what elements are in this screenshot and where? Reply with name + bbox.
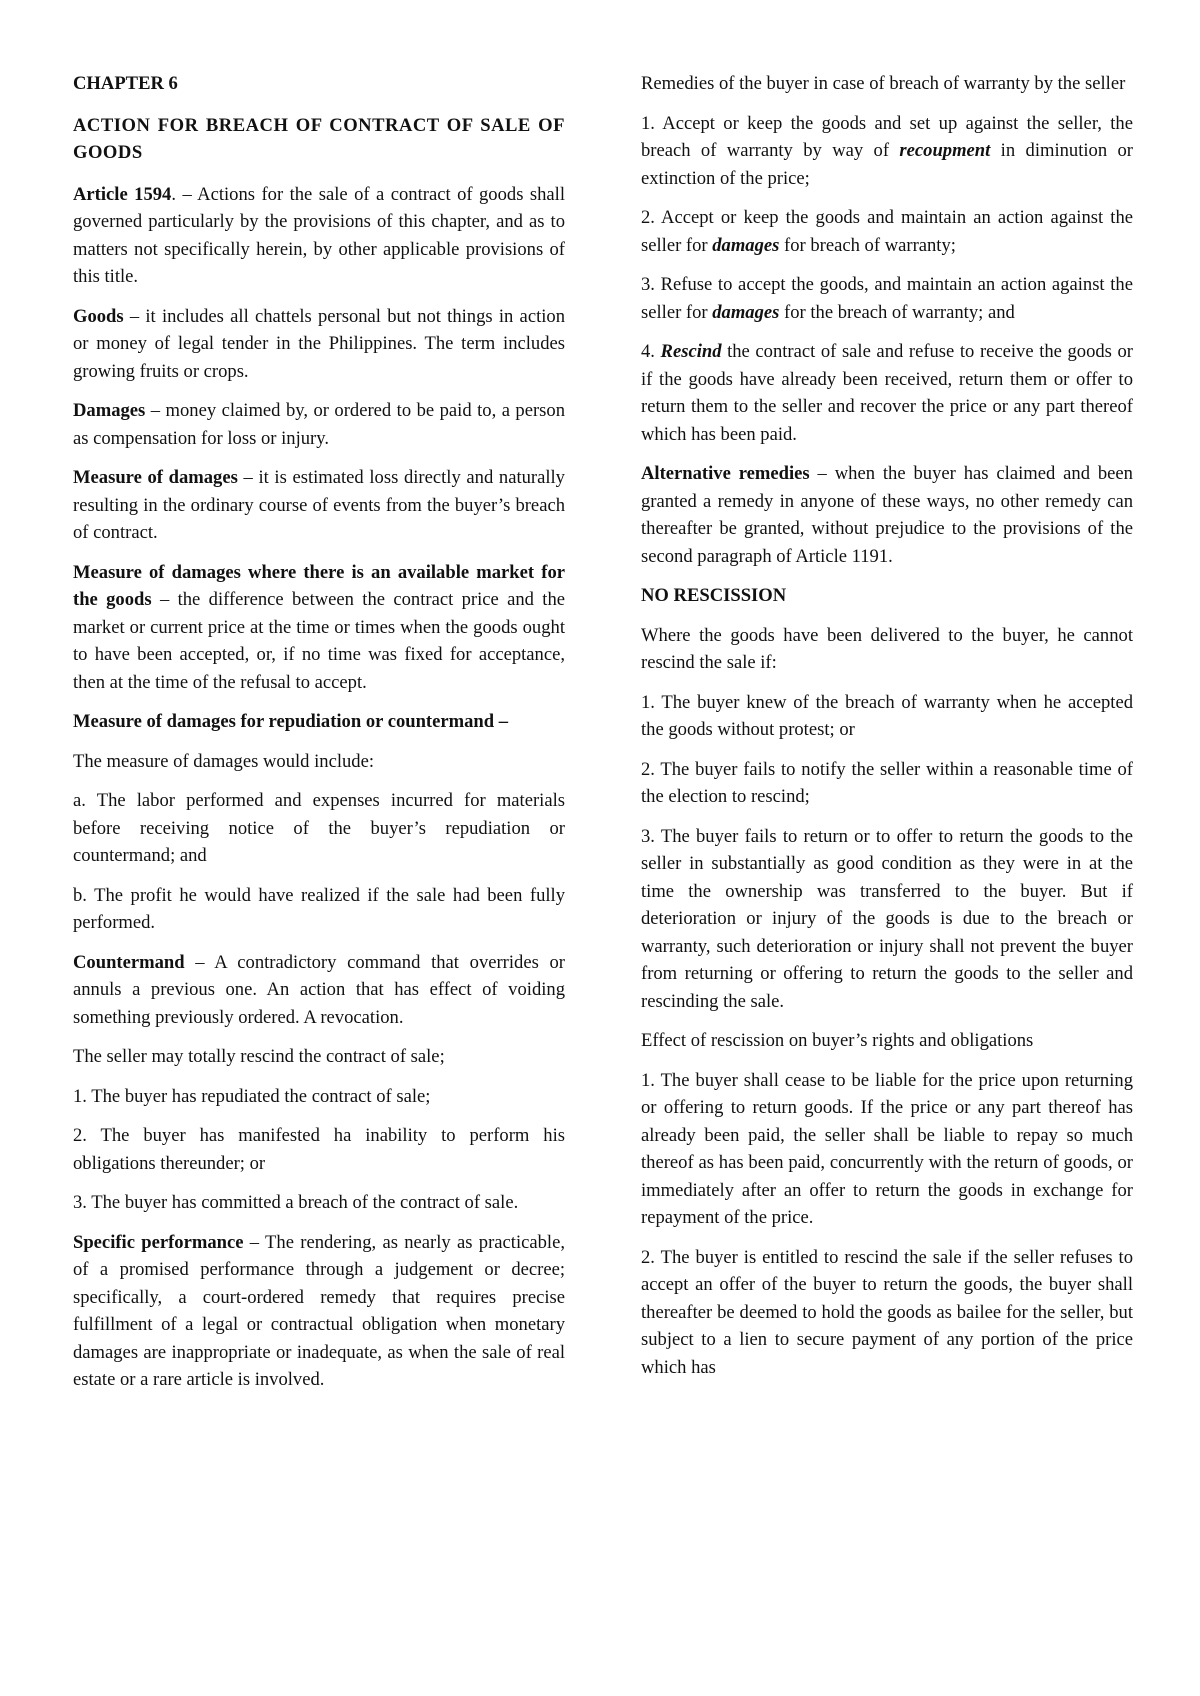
available-market-definition xyxy=(73,559,565,697)
chapter-title: ACTION FOR BREACH OF CONTRACT OF SALE OF GOODS xyxy=(73,114,565,163)
goods-term: Goods xyxy=(73,305,124,327)
remedy-1-text-a: 1. Accept or keep the goods and set up against the seller, the breach of warranty by way of xyxy=(641,112,1133,161)
chapter-heading: CHAPTER 6 xyxy=(73,73,178,94)
measure-of-damages-definition xyxy=(73,464,565,547)
remedy-item-2 xyxy=(641,204,1133,259)
available-market-text: – the difference between the contract price and the market or current price at the time or times when the goods ought to have been accepted, or, if no time was fixed for acceptance, then at the time of the refusal to accept. xyxy=(73,589,565,693)
rescind-term: Rescind xyxy=(660,341,722,362)
goods-text: – it includes all chattels personal but not things in action or money of legal tender in the Philippines. The term includes growing fruits or crops. xyxy=(73,305,565,382)
countermand-definition xyxy=(73,949,565,1032)
specific-performance-definition xyxy=(73,1229,565,1394)
alternative-remedies-definition xyxy=(641,460,1133,570)
effect-item-1: 1. The buyer shall cease to be liable for the price upon returning or offering to return goods. If the price or any part thereof has already been paid, the seller shall be liable to repay so much thereof as has been paid, concurrently with the return of goods, or immediately after an offer to return the goods in exchange for repayment of the price. xyxy=(641,1069,1133,1228)
damages-text: – money claimed by, or ordered to be paid to, a person as compensation for loss or injury. xyxy=(73,400,565,449)
remedy-item-3 xyxy=(641,271,1133,326)
no-rescission-heading: NO RESCISSION xyxy=(641,585,787,606)
right-column xyxy=(641,70,1133,1393)
remedy-4-text-b: the contract of sale and refuse to receive the goods or if the goods have already been received, return them or offer to return them to the seller and recover the price or any part thereof which has been paid. xyxy=(641,341,1134,445)
measure-of-damages-text: – it is estimated loss directly and naturally resulting in the ordinary course of events from the buyer’s breach of contract. xyxy=(73,467,565,543)
seller-rescind-intro: The seller may totally rescind the contract of sale; xyxy=(73,1046,445,1067)
effect-item-2: 2. The buyer is entitled to rescind the sale if the seller refuses to accept an offer of the buyer to return the goods, the buyer shall thereafter be deemed to hold the goods as bailee for the seller, but subject to a lien to secure payment of any portion of the price which has xyxy=(641,1246,1133,1378)
measure-of-damages-term: Measure of damages xyxy=(73,467,238,488)
seller-rescind-item-2: 2. The buyer has manifested ha inability to perform his obligations thereunder; or xyxy=(73,1125,565,1174)
countermand-text: – A contradictory command that overrides or annuls a previous one. An action that has effect of voiding something previously ordered. A revocation. xyxy=(73,951,565,1028)
remedies-intro: Remedies of the buyer in case of breach of warranty by the seller xyxy=(641,73,1126,94)
specific-performance-term: Specific performance xyxy=(73,1231,244,1253)
damages-term-3: damages xyxy=(712,301,780,323)
left-column xyxy=(73,70,565,1406)
specific-performance-text: – The rendering, as nearly as practicable, of a promised performance through a judgement or decree; specifically, a court-ordered remedy that requires precise fulfillment of a legal or contractual obligation when monetary damages are inappropriate or inadequate, as when the sale of real estate or a rare article is involved. xyxy=(73,1231,565,1390)
goods-definition xyxy=(73,303,565,386)
alternative-remedies-term: Alternative remedies xyxy=(641,463,810,484)
repudiation-heading: Measure of damages for repudiation or countermand – xyxy=(73,711,509,732)
remedy-2-text-a: 2. Accept or keep the goods and maintain an action against the seller for xyxy=(641,207,1133,256)
remedy-3-text-b: for the breach of warranty; and xyxy=(779,301,1015,323)
remedy-1-text-b: in diminution or extinction of the price; xyxy=(641,140,1133,189)
alternative-remedies-text: – when the buyer has claimed and been granted a remedy in anyone of these ways, no other remedy can thereafter be granted, without prejudice to the provisions of the second paragraph of Article 1191. xyxy=(641,463,1133,567)
include-item-a: a. The labor performed and expenses incurred for materials before receiving notice of the buyer’s repudiation or countermand; and xyxy=(73,790,565,866)
effect-intro: Effect of rescission on buyer’s rights and obligations xyxy=(641,1030,1034,1051)
countermand-term: Countermand xyxy=(73,951,185,973)
damages-term-2: damages xyxy=(712,234,780,256)
article-1594-term: Article 1594 xyxy=(73,183,172,205)
no-rescission-item-3: 3. The buyer fails to return or to offer to return the goods to the seller in substantially as good condition as they were in at the time the ownership was transferred to the buyer. But if deterioration or injury of the goods is due to the breach or warranty, such deterioration or injury shall not prevent the buyer from returning or offering to return the goods to the seller and rescinding the sale. xyxy=(641,825,1133,1012)
remedy-item-1 xyxy=(641,110,1133,193)
include-item-b: b. The profit he would have realized if the sale had been fully performed. xyxy=(73,884,565,933)
article-1594-paragraph xyxy=(73,181,565,291)
remedy-item-4 xyxy=(641,338,1133,448)
damages-definition xyxy=(73,397,565,452)
damages-term: Damages xyxy=(73,400,146,421)
article-1594-text: . – Actions for the sale of a contract of goods shall governed particularly by the provisions of this chapter, and as to matters not specifically herein, by other applicable provisions of this title. xyxy=(73,183,565,287)
seller-rescind-item-3: 3. The buyer has committed a breach of the contract of sale. xyxy=(73,1192,519,1213)
remedy-3-text-a: 3. Refuse to accept the goods, and maintain an action against the seller for xyxy=(641,274,1133,323)
no-rescission-item-1: 1. The buyer knew of the breach of warranty when he accepted the goods without protest; or xyxy=(641,691,1133,740)
remedy-2-text-b: for breach of warranty; xyxy=(779,234,956,256)
seller-rescind-item-1: 1. The buyer has repudiated the contract of sale; xyxy=(73,1085,431,1107)
no-rescission-item-2: 2. The buyer fails to notify the seller within a reasonable time of the election to rescind; xyxy=(641,758,1133,807)
recoupment-term: recoupment xyxy=(899,140,991,161)
no-rescission-intro: Where the goods have been delivered to the buyer, he cannot rescind the sale if: xyxy=(641,624,1133,673)
available-market-term: Measure of damages where there is an available market for the goods xyxy=(73,561,565,610)
include-intro: The measure of damages would include: xyxy=(73,750,375,772)
remedy-4-text-a: 4. xyxy=(641,341,661,362)
